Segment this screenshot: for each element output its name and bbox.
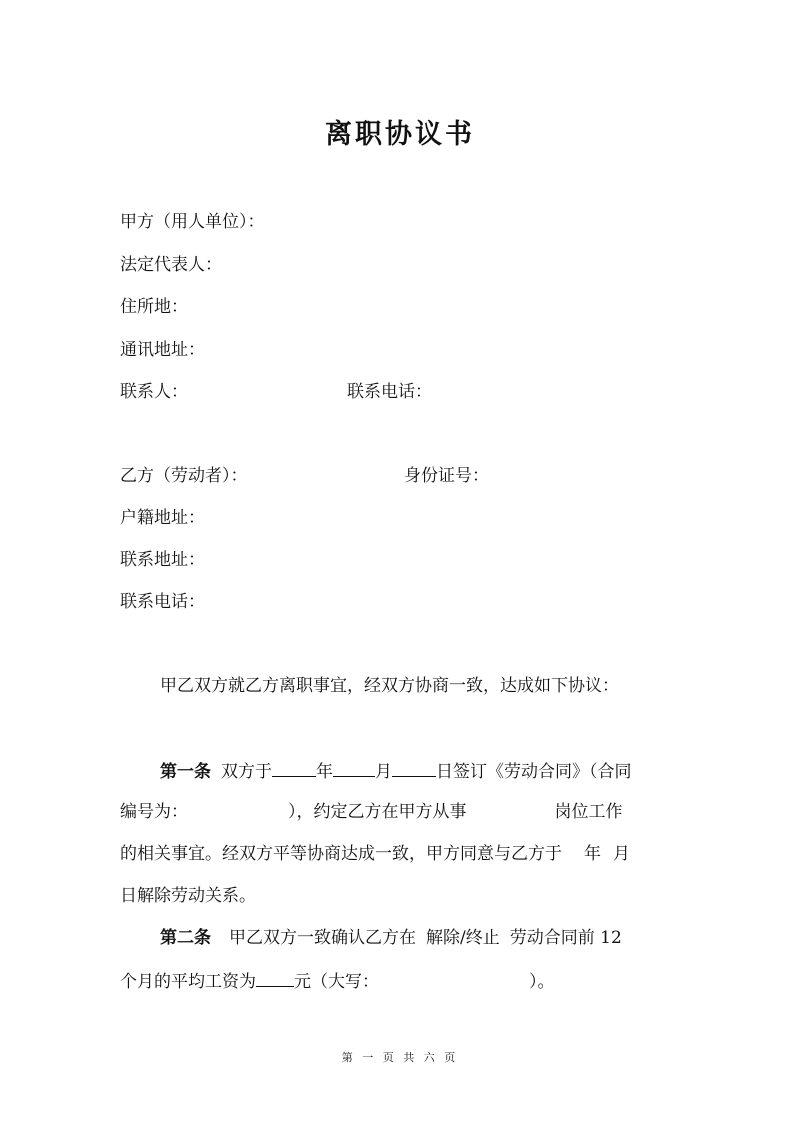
clause2-text-a: 甲乙双方一致确认乙方在 — [229, 928, 416, 948]
party-a-contact-label: 联系人： — [120, 382, 188, 402]
clause1-line3 — [120, 842, 630, 866]
clause1-position-text: 岗位工作 — [554, 802, 623, 822]
clause2-text-e: 元（大写： — [294, 972, 379, 992]
party-b-id-label: 身份证号： — [404, 466, 489, 486]
clause1-text-g: 年 — [584, 844, 601, 864]
year-blank — [272, 758, 316, 777]
month-blank — [333, 758, 375, 777]
clause1-text-e: ），约定乙方在甲方从事 — [288, 802, 467, 822]
page-footer: 第 一 页 共 六 页 — [341, 1051, 459, 1064]
clause2-line2 — [120, 968, 555, 994]
clause1-text-h: 月 — [613, 844, 630, 864]
clause2-text-f: ）。 — [529, 972, 555, 992]
clause1-line4: 日解除劳动关系。 — [120, 886, 256, 906]
clause1-label: 第一条 — [160, 762, 211, 782]
clause1-text-a: 双方于 — [221, 762, 272, 782]
party-a-name-label: 甲方（用人单位）： — [120, 212, 265, 232]
party-b-household-label: 户籍地址： — [120, 508, 205, 528]
clause1-line2 — [120, 800, 623, 824]
clause1-text-b: 年 — [316, 762, 333, 782]
clause1-text-d: 日签订《劳动合同》（合同 — [436, 762, 632, 782]
salary-blank — [256, 968, 294, 987]
clause1-text-c: 月 — [375, 762, 392, 782]
clause1-text-f: 的相关事宜。经双方平等协商达成一致，甲方同意与乙方于 — [120, 844, 562, 864]
day-blank — [392, 758, 436, 777]
party-a-phone-label: 联系电话： — [347, 382, 432, 402]
clause2-line1 — [160, 926, 622, 950]
clause2-text-d: 个月的平均工资为 — [120, 972, 256, 992]
party-b-contact-address-label: 联系地址： — [120, 550, 205, 570]
party-a-address-label: 住所地： — [120, 297, 188, 317]
agreement-intro: 甲乙双方就乙方离职事宜，经双方协商一致，达成如下协议： — [160, 676, 619, 696]
clause1-contract-no-label: 编号为： — [120, 802, 188, 822]
clause2-text-b: 解除/终止 — [426, 928, 500, 948]
party-a-mail-label: 通讯地址： — [120, 340, 205, 360]
party-a-rep-label: 法定代表人： — [120, 255, 222, 275]
document-title: 离职协议书 — [325, 119, 475, 150]
clause2-label: 第二条 — [160, 928, 211, 948]
party-b-phone-label: 联系电话： — [120, 592, 205, 612]
clause2-text-c: 劳动合同前 12 — [509, 928, 622, 948]
clause1-line1 — [160, 758, 632, 784]
party-b-name-label: 乙方（劳动者）： — [120, 466, 248, 486]
